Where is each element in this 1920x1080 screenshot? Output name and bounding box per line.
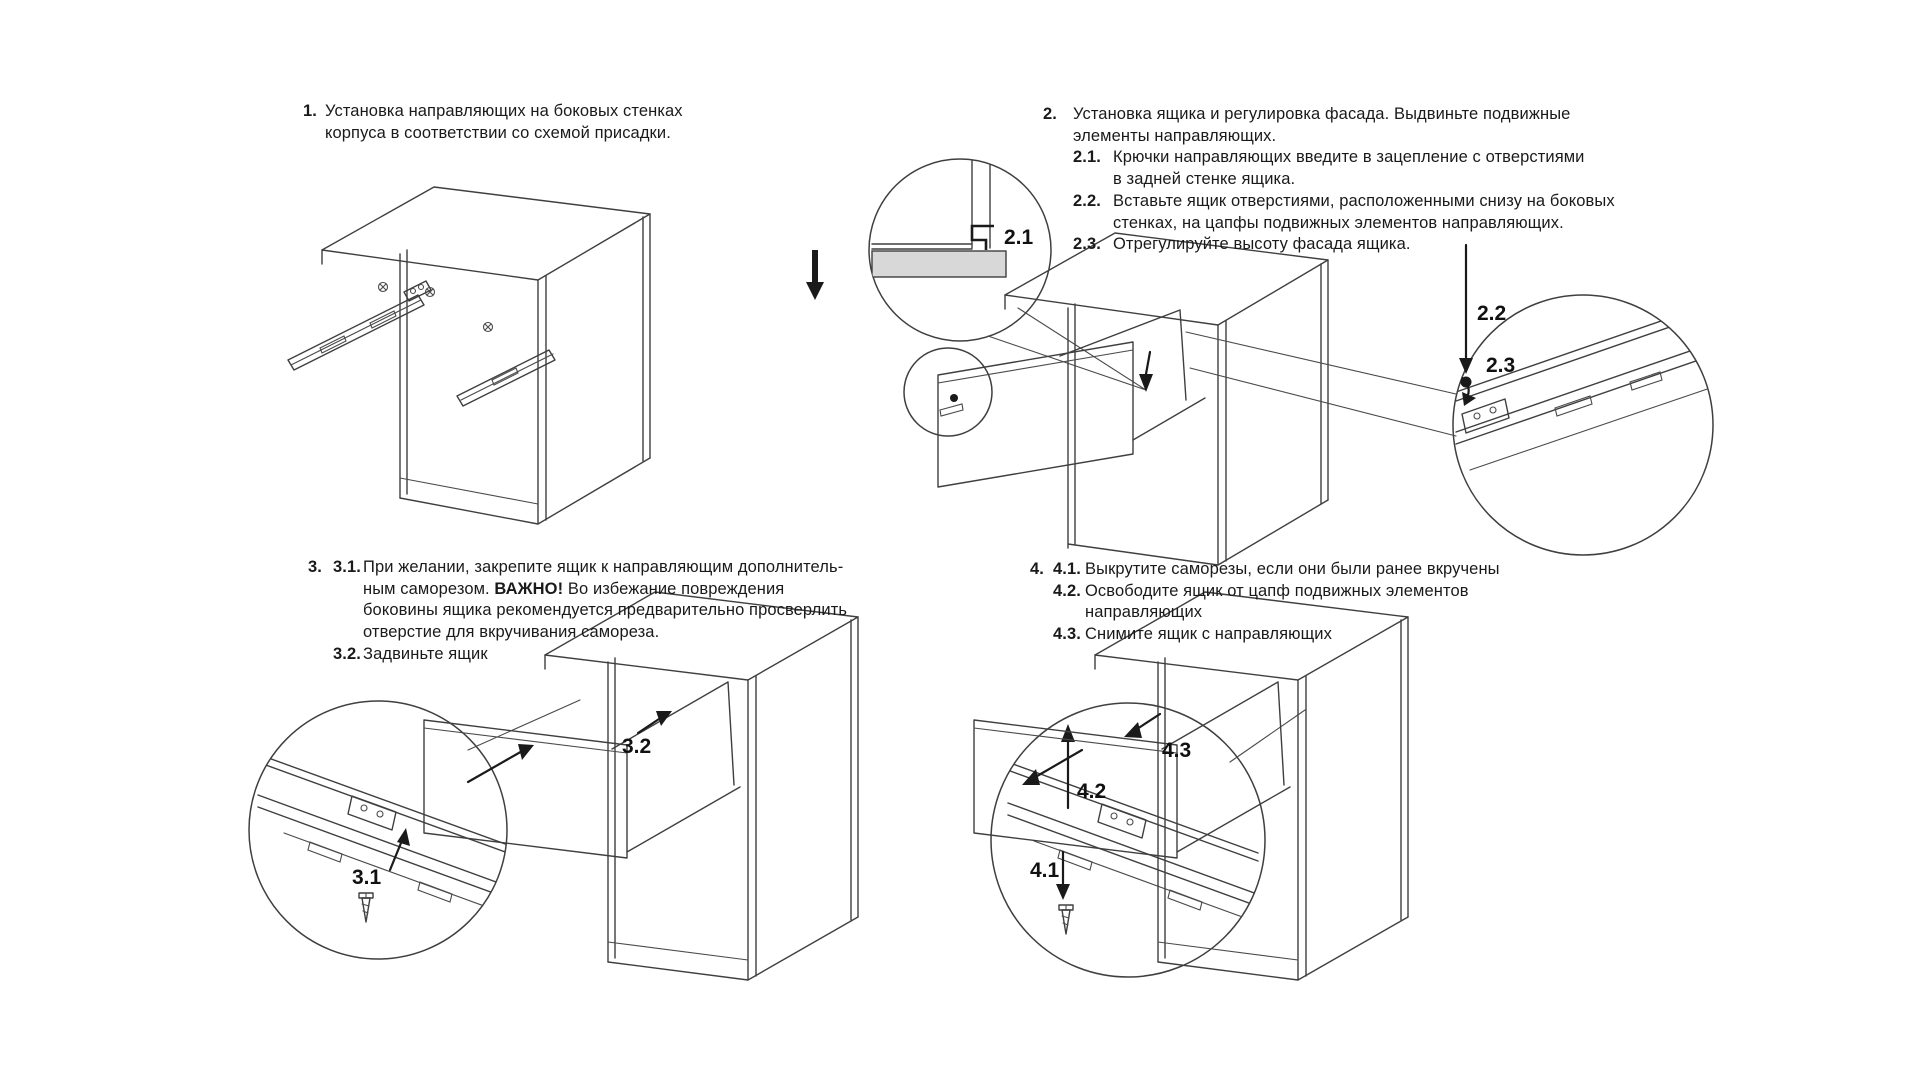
screw-icon	[484, 323, 493, 332]
leader-line	[468, 700, 580, 750]
figure-4	[974, 592, 1408, 980]
section-3-text	[308, 557, 928, 666]
step-number: 2.1.	[1073, 148, 1101, 167]
step-number: 2.2.	[1073, 191, 1101, 210]
detail-2-1-content	[872, 147, 1006, 277]
section-2-body	[1073, 104, 1615, 256]
step-2-1	[1073, 147, 1615, 190]
text-line: корпуса в соответствии со схемой присадки.	[325, 123, 671, 142]
label-2-1: 2.1	[1004, 226, 1034, 249]
section-4-body	[1053, 559, 1500, 646]
detail-2-2-content	[1439, 302, 1716, 470]
label-4-2: 4.2	[1077, 780, 1107, 803]
remove-arrow	[1032, 750, 1082, 779]
step-number: 4.2.	[1053, 581, 1081, 600]
text-line: стенках, на цапфы подвижных элементов направляющих.	[1113, 213, 1564, 232]
text-run: ным саморезом.	[363, 579, 495, 598]
label-3-2: 3.2	[622, 735, 652, 758]
section-3-body	[333, 557, 847, 666]
label-2-2: 2.2	[1477, 302, 1507, 325]
text-line: Отрегулируйте высоту фасада ящика.	[1113, 235, 1411, 254]
step-number: 2.3.	[1073, 235, 1101, 254]
step-number: 3.2.	[333, 644, 361, 663]
figure-1-cabinet	[288, 187, 650, 524]
text-line: Установка направляющих на боковых стенках	[325, 102, 683, 120]
section-2-number: 2.	[1043, 105, 1057, 123]
leader-lines	[988, 308, 1146, 390]
text-line: Выкрутите саморезы, если они были ранее вкручены	[1085, 560, 1500, 578]
label-4-1: 4.1	[1030, 859, 1060, 882]
drawer-slide-left	[288, 281, 431, 370]
figure-4-drawer	[974, 682, 1290, 858]
step-4-2	[1053, 581, 1500, 624]
step-2-3	[1073, 234, 1615, 256]
section-4-text	[1030, 559, 1630, 646]
section-1-number: 1.	[303, 102, 317, 120]
step-4-1	[1053, 559, 1500, 581]
text-line: При желании, закрепите ящик к направляющим дополнитель-	[363, 558, 844, 576]
label-2-3: 2.3	[1486, 354, 1516, 377]
push-arrow	[638, 717, 662, 733]
text-line: Вставьте ящик отверстиями, расположенными снизу на боковых	[1113, 191, 1615, 210]
label-3-1: 3.1	[352, 866, 382, 889]
detail-circle-2-2	[1453, 295, 1713, 555]
figure-4-cabinet	[1095, 592, 1408, 980]
detail-circle-2-1	[869, 159, 1051, 341]
detail-3-1-content	[252, 752, 508, 914]
text-line: Установка ящика и регулировка фасада. Выдвиньте подвижные	[1073, 105, 1571, 123]
step-number: 4.3.	[1053, 625, 1081, 644]
text-line: элементы направляющих.	[1073, 126, 1277, 145]
text-line	[363, 579, 847, 601]
section-1-body	[325, 101, 683, 144]
text-run: Во избежание повреждения	[563, 579, 785, 598]
section-3-number: 3.	[308, 558, 322, 576]
label-4-3: 4.3	[1162, 739, 1192, 762]
screw-icon	[379, 283, 388, 292]
step-3-2	[333, 644, 847, 666]
drawer-slide-right	[457, 350, 555, 406]
figure-2-cabinet	[1005, 233, 1328, 565]
detail-circle-pin	[904, 348, 992, 436]
step-4-3	[1053, 624, 1500, 646]
text-line: в задней стенке ящика.	[1113, 170, 1296, 189]
section-1-text	[303, 101, 903, 144]
screw-icon	[1059, 905, 1073, 934]
text-line: отверстие для вкручивания самореза.	[363, 623, 660, 642]
step-number: 4.1.	[1053, 560, 1081, 578]
leader-line	[1230, 710, 1305, 762]
figure-2-drawer	[938, 310, 1205, 487]
text-line: направляющих	[1085, 603, 1203, 622]
step-number: 3.1.	[333, 558, 361, 576]
down-arrow-icon	[806, 250, 824, 300]
text-line: Задвиньте ящик	[363, 644, 488, 663]
text-line: Освободите ящик от цапф подвижных элементов	[1085, 581, 1469, 600]
text-line: боковины ящика рекомендуется предварительно просверлить	[363, 601, 848, 620]
text-line: Крючки направляющих введите в зацепление с отверстиями	[1113, 148, 1585, 167]
section-2-text	[1043, 104, 1663, 256]
step-3-1	[333, 557, 847, 644]
step-2-2	[1073, 191, 1615, 234]
section-4-number: 4.	[1030, 560, 1044, 578]
text-line: Снимите ящик с направляющих	[1085, 625, 1332, 644]
important-text: ВАЖНО!	[494, 579, 564, 598]
screw-icon	[359, 893, 373, 922]
